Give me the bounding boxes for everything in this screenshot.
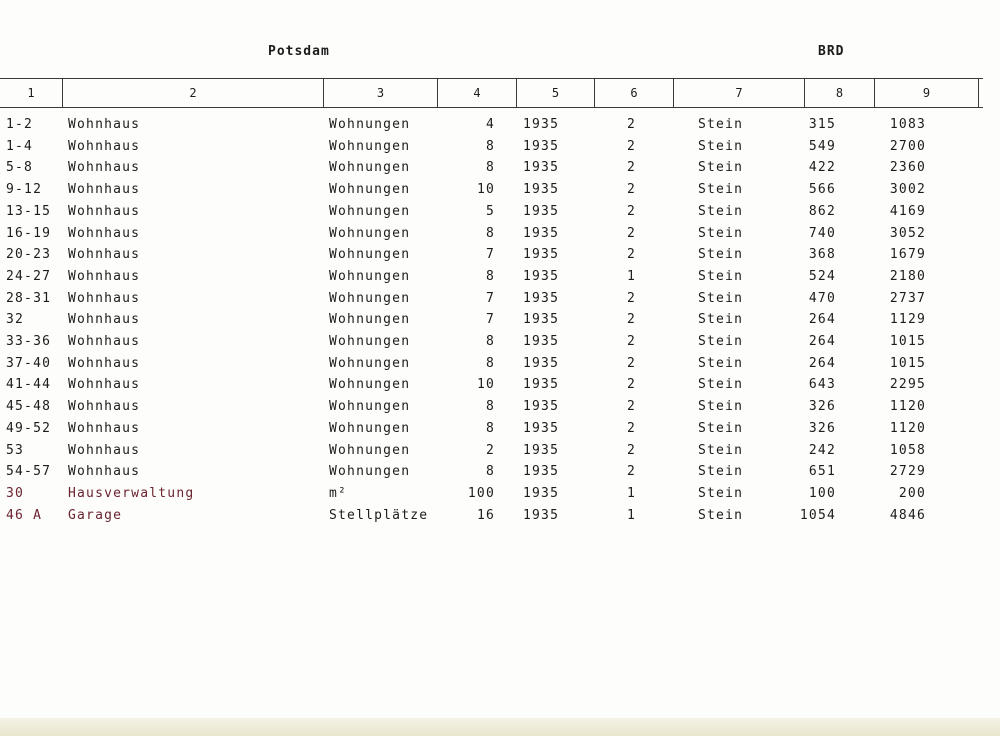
cell-value-2: 3052 [889,225,926,241]
cell-material: Stein [698,442,744,458]
cell-count: 8 [485,334,495,349]
cell-building-type: Wohnhaus [68,377,141,393]
cell-building-type: Wohnhaus [68,182,141,198]
paper-edge [0,718,1000,736]
cell-material: Stein [698,312,744,328]
cell-building-type: Wohnhaus [68,117,141,132]
cell-number: 37-40 [6,355,52,371]
cell-value-2: 1129 [889,312,926,328]
column-header: 5 [517,79,595,107]
cell-building-type: Garage [68,507,123,523]
table-row [0,309,1000,331]
table-row [0,353,1000,375]
cell-material: Stein [698,160,744,176]
cell-unit: Wohnungen [329,355,411,371]
cell-building-type: Wohnhaus [68,247,141,263]
cell-unit: Wohnungen [329,225,411,241]
cell-value-2: 1058 [889,442,926,458]
cell-year: 1935 [523,138,560,154]
cell-value-1: 422 [808,160,836,176]
cell-building-type: Wohnhaus [68,203,141,219]
cell-unit: Wohnungen [329,247,411,263]
cell-number: 46 A [6,507,43,523]
cell-floors: 2 [626,225,636,241]
cell-count: 8 [485,225,495,241]
cell-value-1: 326 [808,420,836,436]
cell-value-1: 326 [808,399,836,415]
cell-year: 1935 [523,225,560,241]
cell-count: 8 [485,138,495,154]
cell-year: 1935 [523,420,560,436]
cell-material: Stein [698,290,744,306]
cell-building-type: Wohnhaus [68,138,141,154]
cell-number: 32 [6,312,25,328]
cell-year: 1935 [523,485,560,501]
cell-material: Stein [698,117,744,132]
cell-building-type: Wohnhaus [68,268,141,284]
cell-count: 10 [476,182,495,198]
cell-count: 8 [485,464,495,480]
cell-material: Stein [698,420,744,436]
cell-year: 1935 [523,268,560,284]
cell-unit: Wohnungen [329,268,411,284]
column-header: 1 [0,79,63,107]
cell-count: 2 [485,442,495,458]
column-header: 3 [324,79,438,107]
cell-value-1: 740 [808,225,836,241]
table-row [0,396,1000,418]
cell-count: 16 [476,507,495,523]
cell-material: Stein [698,399,744,415]
table-row [0,223,1000,245]
cell-year: 1935 [523,203,560,219]
cell-value-1: 566 [808,182,836,198]
cell-value-1: 264 [808,312,836,328]
cell-count: 4 [485,117,495,132]
cell-material: Stein [698,334,744,349]
cell-number: 30 [6,485,25,501]
cell-floors: 2 [626,182,636,198]
cell-number: 1-2 [6,117,34,132]
cell-year: 1935 [523,355,560,371]
column-header: 7 [674,79,805,107]
table-row [0,179,1000,201]
cell-year: 1935 [523,399,560,415]
cell-floors: 2 [626,420,636,436]
cell-number: 41-44 [6,377,52,393]
cell-number: 54-57 [6,464,52,480]
cell-value-2: 1120 [889,420,926,436]
cell-number: 28-31 [6,290,52,306]
cell-number: 24-27 [6,268,52,284]
cell-unit: Wohnungen [329,399,411,415]
table-row [0,374,1000,396]
table-row [0,244,1000,266]
table-row [0,483,1000,505]
cell-material: Stein [698,268,744,284]
table-header-row [0,78,983,108]
cell-unit: Wohnungen [329,182,411,198]
cell-value-1: 470 [808,290,836,306]
column-header: 8 [805,79,875,107]
cell-material: Stein [698,464,744,480]
cell-value-1: 1054 [799,507,836,523]
cell-value-2: 1015 [889,334,926,349]
cell-year: 1935 [523,160,560,176]
cell-value-1: 862 [808,203,836,219]
cell-floors: 1 [626,507,636,523]
cell-building-type: Wohnhaus [68,464,141,480]
cell-number: 20-23 [6,247,52,263]
cell-value-1: 643 [808,377,836,393]
cell-value-1: 368 [808,247,836,263]
cell-number: 53 [6,442,25,458]
cell-value-2: 1015 [889,355,926,371]
cell-value-1: 524 [808,268,836,284]
cell-unit: Wohnungen [329,464,411,480]
table-row [0,418,1000,440]
table-row [0,331,1000,353]
cell-unit: Wohnungen [329,377,411,393]
cell-unit: Wohnungen [329,138,411,154]
cell-count: 7 [485,290,495,306]
cell-floors: 2 [626,377,636,393]
cell-count: 7 [485,247,495,263]
cell-material: Stein [698,377,744,393]
cell-floors: 2 [626,355,636,371]
cell-building-type: Wohnhaus [68,399,141,415]
column-header: 2 [63,79,324,107]
cell-value-2: 1679 [889,247,926,263]
cell-material: Stein [698,203,744,219]
cell-unit: m² [329,485,348,501]
cell-value-2: 1120 [889,399,926,415]
cell-value-2: 4846 [889,507,926,523]
cell-building-type: Wohnhaus [68,420,141,436]
cell-material: Stein [698,507,744,523]
cell-number: 16-19 [6,225,52,241]
cell-floors: 2 [626,203,636,219]
cell-number: 9-12 [6,182,43,198]
cell-value-1: 242 [808,442,836,458]
column-header: 4 [438,79,517,107]
table-row [0,288,1000,310]
cell-value-1: 264 [808,355,836,371]
cell-unit: Wohnungen [329,117,411,132]
cell-year: 1935 [523,464,560,480]
cell-value-1: 100 [808,485,836,501]
cell-year: 1935 [523,507,560,523]
cell-material: Stein [698,355,744,371]
cell-year: 1935 [523,334,560,349]
cell-unit: Wohnungen [329,442,411,458]
table-row [0,136,1000,158]
cell-value-2: 2737 [889,290,926,306]
cell-value-2: 200 [898,485,926,501]
cell-count: 8 [485,420,495,436]
cell-value-1: 315 [808,117,836,132]
cell-floors: 2 [626,399,636,415]
cell-unit: Wohnungen [329,290,411,306]
cell-number: 45-48 [6,399,52,415]
cell-year: 1935 [523,290,560,306]
cell-number: 1-4 [6,138,34,154]
cell-count: 8 [485,399,495,415]
table-row [0,440,1000,462]
table-row [0,266,1000,288]
cell-material: Stein [698,485,744,501]
cell-value-1: 264 [808,334,836,349]
cell-count: 5 [485,203,495,219]
cell-value-2: 2729 [889,464,926,480]
cell-material: Stein [698,182,744,198]
cell-count: 10 [476,377,495,393]
cell-value-2: 1083 [889,117,926,132]
cell-material: Stein [698,225,744,241]
cell-building-type: Hausverwaltung [68,485,195,501]
cell-floors: 2 [626,138,636,154]
city-heading: Potsdam [268,44,330,59]
cell-value-1: 549 [808,138,836,154]
cell-building-type: Wohnhaus [68,160,141,176]
column-header: 6 [595,79,674,107]
cell-count: 8 [485,160,495,176]
cell-floors: 2 [626,117,636,132]
cell-value-2: 2295 [889,377,926,393]
cell-count: 100 [467,485,495,501]
cell-floors: 2 [626,334,636,349]
cell-floors: 1 [626,485,636,501]
cell-year: 1935 [523,312,560,328]
column-header: 9 [875,79,979,107]
cell-year: 1935 [523,377,560,393]
cell-unit: Wohnungen [329,160,411,176]
cell-number: 13-15 [6,203,52,219]
cell-building-type: Wohnhaus [68,225,141,241]
table-row [0,461,1000,483]
cell-floors: 2 [626,290,636,306]
cell-count: 7 [485,312,495,328]
cell-material: Stein [698,247,744,263]
cell-count: 8 [485,268,495,284]
cell-building-type: Wohnhaus [68,355,141,371]
table-row [0,157,1000,179]
cell-material: Stein [698,138,744,154]
cell-number: 5-8 [6,160,34,176]
cell-floors: 2 [626,442,636,458]
cell-year: 1935 [523,247,560,263]
cell-count: 8 [485,355,495,371]
cell-floors: 1 [626,268,636,284]
cell-year: 1935 [523,442,560,458]
cell-floors: 2 [626,247,636,263]
cell-value-2: 2360 [889,160,926,176]
cell-value-1: 651 [808,464,836,480]
cell-value-2: 2700 [889,138,926,154]
table-row [0,201,1000,223]
cell-unit: Wohnungen [329,203,411,219]
cell-building-type: Wohnhaus [68,442,141,458]
country-heading: BRD [818,44,845,59]
cell-floors: 2 [626,312,636,328]
cell-number: 33-36 [6,334,52,349]
cell-building-type: Wohnhaus [68,334,141,349]
cell-floors: 2 [626,160,636,176]
cell-building-type: Wohnhaus [68,290,141,306]
table-row [0,505,1000,527]
cell-unit: Stellplätze [329,507,429,523]
cell-unit: Wohnungen [329,312,411,328]
cell-year: 1935 [523,182,560,198]
cell-floors: 2 [626,464,636,480]
cell-year: 1935 [523,117,560,132]
cell-unit: Wohnungen [329,334,411,349]
cell-value-2: 3002 [889,182,926,198]
cell-number: 49-52 [6,420,52,436]
table-row [0,114,1000,136]
cell-unit: Wohnungen [329,420,411,436]
cell-value-2: 4169 [889,203,926,219]
cell-value-2: 2180 [889,268,926,284]
cell-building-type: Wohnhaus [68,312,141,328]
